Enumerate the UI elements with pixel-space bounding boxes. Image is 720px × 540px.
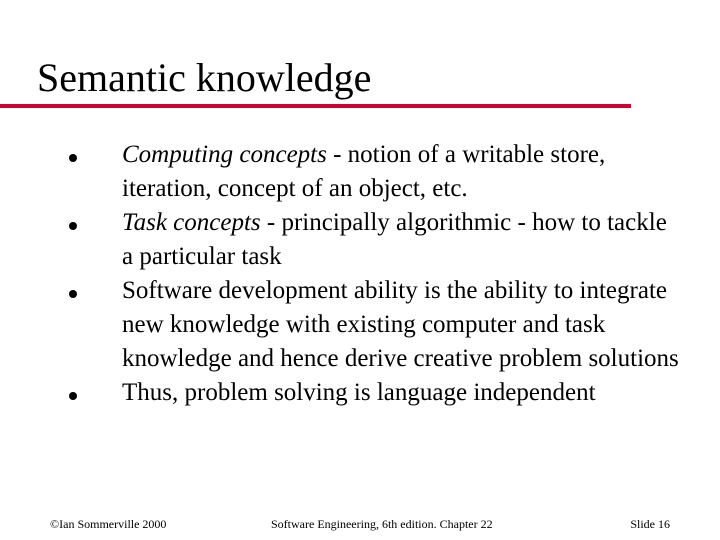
bullet-text: - notion of a writable store, iteration, concept of an object, etc. bbox=[122, 141, 606, 202]
bullet-emphasis: Task concepts bbox=[122, 209, 261, 236]
footer-slide-number: Slide 16 bbox=[630, 517, 670, 531]
bullet-dot-icon bbox=[69, 392, 77, 400]
bullet-text: Thus, problem solving is language independent bbox=[122, 379, 596, 406]
bullet-dot-icon bbox=[69, 290, 77, 298]
footer-copyright: ©Ian Sommerville 2000 bbox=[50, 517, 167, 531]
bullet-dot-icon bbox=[69, 222, 77, 230]
bullet-list bbox=[0, 138, 720, 410]
footer-book-title: Software Engineering, 6th edition. Chapter 22 bbox=[271, 517, 493, 531]
slide-title: Semantic knowledge bbox=[37, 55, 372, 100]
bullet-item bbox=[0, 274, 682, 376]
bullet-emphasis: Computing concepts bbox=[122, 141, 327, 168]
bullet-dot-icon bbox=[69, 154, 77, 162]
title-underline bbox=[0, 104, 631, 108]
bullet-item bbox=[0, 138, 682, 206]
bullet-text: Software development ability is the ability to integrate new knowledge with existing computer and task knowledge and hence derive creative problem solutions bbox=[122, 277, 679, 372]
bullet-item bbox=[0, 376, 682, 410]
bullet-item bbox=[0, 206, 682, 274]
bullet-text: - principally algorithmic - how to tackle a particular task bbox=[122, 209, 667, 270]
